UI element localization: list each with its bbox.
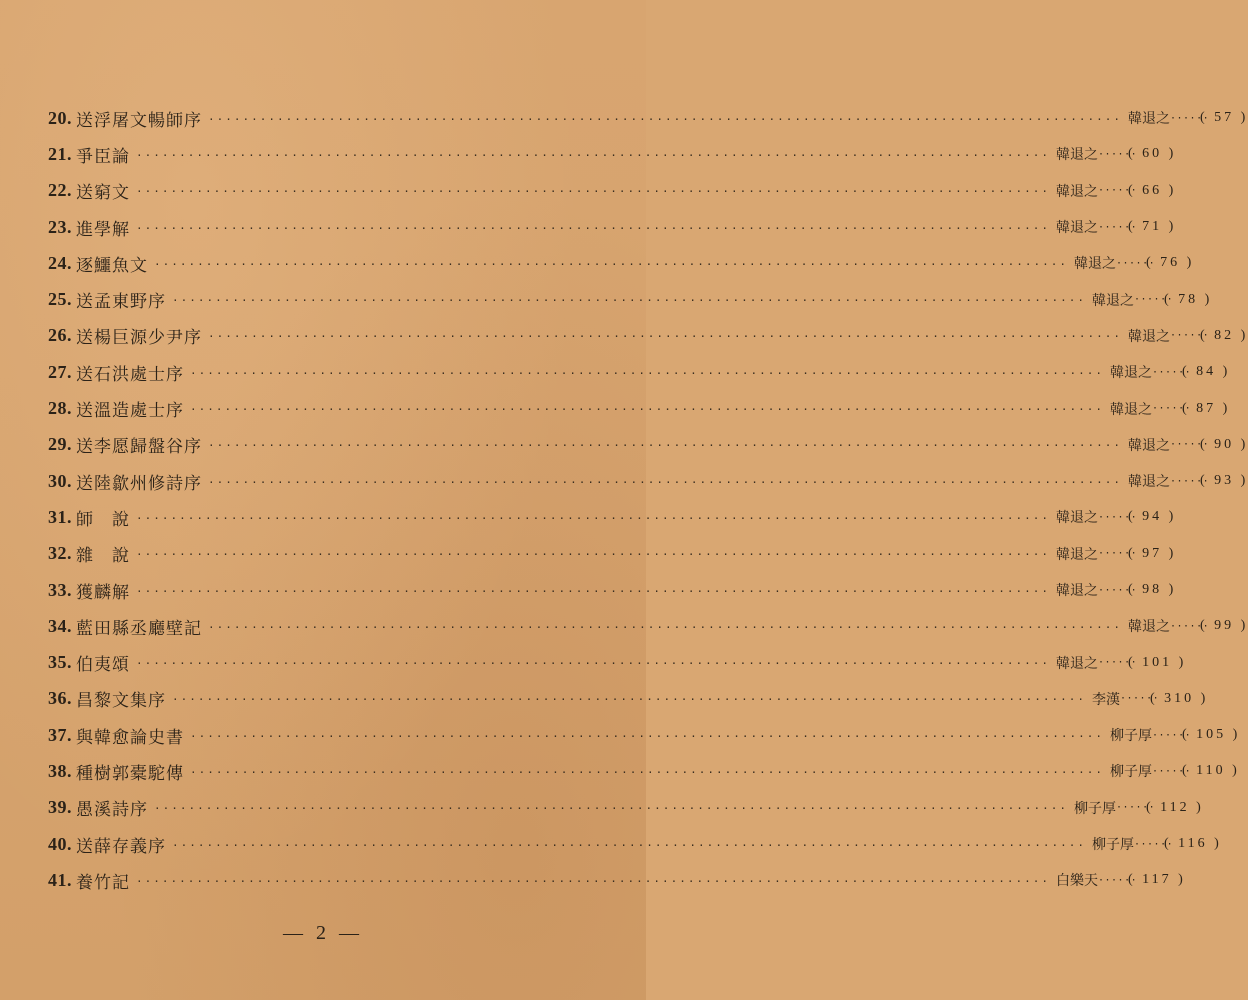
entry-author — [1068, 798, 1116, 818]
author-char: 之 — [1156, 474, 1170, 491]
toc-entry — [48, 536, 1177, 572]
entry-title: 送孟東野序 — [76, 292, 166, 313]
author-char: 韓 — [1056, 220, 1070, 237]
leader-dots — [154, 800, 1068, 815]
entry-number: 40. — [48, 833, 72, 854]
entry-title: 雜 說 — [76, 546, 130, 567]
entry-title: 進學解 — [76, 219, 130, 240]
author-char: 退 — [1070, 655, 1084, 672]
entry-author — [1104, 362, 1152, 382]
author-char: 韓 — [1056, 510, 1070, 527]
entry-page-ref: ( 76 ) — [1146, 255, 1195, 271]
entry-title: 送陸歙州修詩序 — [76, 473, 202, 494]
toc-entry — [48, 100, 1248, 136]
author-char: 韓 — [1056, 183, 1070, 200]
author-char: 之 — [1138, 401, 1152, 418]
toc-entry — [48, 644, 1187, 680]
entry-page-ref: ( 101 ) — [1128, 654, 1187, 670]
author-char: 退 — [1142, 111, 1156, 128]
entry-page-ref: ( 84 ) — [1182, 364, 1231, 380]
leader-dots-short: ······ — [1098, 148, 1138, 160]
leader-dots-short: ······ — [1098, 185, 1138, 197]
author-char: 之 — [1084, 183, 1098, 200]
entry-number: 29. — [48, 434, 72, 455]
entry-page-ref: ( 112 ) — [1146, 799, 1204, 815]
entry-number: 22. — [48, 180, 72, 201]
leader-dots — [208, 437, 1122, 452]
toc-entry — [48, 463, 1248, 499]
toc-entry — [48, 427, 1248, 463]
author-char: 退 — [1106, 292, 1120, 309]
author-char: 韓 — [1128, 474, 1142, 491]
toc-entry — [48, 209, 1177, 245]
entry-number: 39. — [48, 797, 72, 818]
leader-dots-short: ······ — [1134, 838, 1174, 850]
entry-page-ref: ( 117 ) — [1128, 872, 1186, 888]
author-char: 退 — [1070, 220, 1084, 237]
leader-dots — [136, 546, 1050, 561]
leader-dots — [136, 655, 1050, 670]
leader-dots — [190, 401, 1104, 416]
leader-dots — [208, 328, 1122, 343]
toc-entry — [48, 717, 1241, 753]
author-char: 之 — [1084, 583, 1098, 599]
entry-author — [1122, 435, 1170, 455]
author-char: 柳 — [1110, 764, 1124, 781]
entry-number: 20. — [48, 107, 72, 128]
leader-dots-short: ······ — [1152, 403, 1192, 415]
author-char: 退 — [1070, 546, 1084, 563]
leader-dots-short: ······ — [1170, 439, 1210, 451]
entry-title: 伯夷頌 — [76, 655, 130, 676]
entry-title: 獲麟解 — [76, 582, 130, 603]
entry-number: 34. — [48, 615, 72, 636]
toc-entry — [48, 608, 1248, 644]
entry-number: 25. — [48, 289, 72, 310]
author-char: 漢 — [1106, 691, 1120, 708]
author-char: 退 — [1142, 328, 1156, 345]
leader-dots-short: ······ — [1170, 330, 1210, 342]
entry-number: 38. — [48, 760, 72, 781]
author-char: 之 — [1156, 619, 1170, 636]
author-char: 之 — [1084, 147, 1098, 164]
leader-dots — [136, 510, 1050, 525]
author-char: 之 — [1156, 437, 1170, 454]
entry-number: 37. — [48, 724, 72, 745]
entry-author — [1122, 326, 1170, 346]
leader-dots — [172, 292, 1086, 307]
author-char: 柳 — [1074, 800, 1088, 817]
author-char: 之 — [1102, 256, 1116, 273]
leader-dots-short: ······ — [1098, 221, 1138, 233]
entry-page-ref: ( 78 ) — [1164, 291, 1213, 307]
entry-number: 35. — [48, 652, 72, 673]
toc-entry — [48, 173, 1177, 209]
entry-page-ref: ( 71 ) — [1128, 219, 1177, 235]
entry-title: 送李愿歸盤谷序 — [76, 437, 202, 458]
entry-number: 27. — [48, 361, 72, 382]
author-char: 退 — [1070, 183, 1084, 200]
author-char: 白 — [1056, 873, 1070, 890]
entry-author — [1050, 217, 1098, 237]
entry-page-ref: ( 105 ) — [1182, 727, 1241, 743]
author-char: 韓 — [1128, 111, 1142, 128]
toc-entry — [48, 281, 1213, 317]
author-char: 之 — [1156, 328, 1170, 345]
leader-dots — [136, 220, 1050, 235]
author-char: 樂 — [1070, 873, 1084, 890]
leader-dots-short: ······ — [1152, 729, 1192, 741]
author-char: 韓 — [1056, 147, 1070, 164]
entry-number: 21. — [48, 143, 72, 164]
entry-title: 師 說 — [76, 509, 130, 530]
author-char: 厚 — [1120, 837, 1134, 854]
entry-author — [1050, 870, 1098, 890]
toc-entry — [48, 499, 1177, 535]
author-char: 之 — [1084, 655, 1098, 672]
author-char: 之 — [1120, 292, 1134, 309]
entry-number: 32. — [48, 543, 72, 564]
entry-author — [1086, 689, 1120, 709]
entry-page-ref: ( 99 ) — [1200, 618, 1248, 634]
author-char: 韓 — [1056, 583, 1070, 599]
entry-number: 33. — [48, 579, 72, 600]
leader-dots-short: ······ — [1170, 475, 1210, 487]
author-char: 厚 — [1138, 728, 1152, 745]
leader-dots — [190, 764, 1104, 779]
entry-author — [1122, 471, 1170, 491]
author-char: 之 — [1084, 220, 1098, 237]
author-char: 韓 — [1074, 256, 1088, 273]
author-char: 退 — [1088, 256, 1102, 273]
leader-dots-short: ······ — [1134, 294, 1174, 306]
entry-page-ref: ( 66 ) — [1128, 182, 1177, 198]
entry-page-ref: ( 310 ) — [1150, 690, 1209, 706]
entry-author — [1050, 144, 1098, 164]
author-char: 厚 — [1102, 800, 1116, 817]
entry-page-ref: ( 90 ) — [1200, 436, 1248, 452]
entry-title: 養竹記 — [76, 872, 130, 893]
entry-number: 26. — [48, 325, 72, 346]
entry-number: 41. — [48, 869, 72, 890]
leader-dots — [208, 619, 1122, 634]
author-char: 退 — [1124, 401, 1138, 418]
table-of-contents — [48, 100, 1248, 899]
toc-entry — [48, 390, 1231, 426]
author-char: 天 — [1084, 873, 1098, 890]
author-char: 之 — [1084, 510, 1098, 527]
toc-entry — [48, 790, 1204, 826]
leader-dots-short: ······ — [1152, 765, 1192, 777]
author-char: 退 — [1142, 474, 1156, 491]
leader-dots — [190, 365, 1104, 380]
author-char: 之 — [1156, 111, 1170, 128]
toc-entry — [48, 136, 1177, 172]
entry-title: 愚溪詩序 — [76, 800, 148, 821]
author-char: 韓 — [1110, 401, 1124, 418]
entry-title: 送窮文 — [76, 183, 130, 204]
entry-title: 逐鱷魚文 — [76, 255, 148, 276]
entry-author — [1050, 181, 1098, 201]
leader-dots-short: ······ — [1098, 511, 1138, 523]
author-char: 退 — [1070, 147, 1084, 164]
leader-dots — [136, 873, 1050, 888]
entry-title: 藍田縣丞廳壁記 — [76, 618, 202, 639]
author-char: 退 — [1070, 583, 1084, 599]
toc-entry — [48, 318, 1248, 354]
entry-page-ref: ( 93 ) — [1200, 473, 1248, 489]
author-char: 之 — [1084, 546, 1098, 563]
entry-author — [1104, 725, 1152, 745]
toc-entry — [48, 826, 1222, 862]
leader-dots — [208, 111, 1122, 126]
entry-number: 24. — [48, 252, 72, 273]
entry-page-ref: ( 97 ) — [1128, 545, 1177, 561]
entry-author — [1122, 108, 1170, 128]
leader-dots — [208, 474, 1122, 489]
entry-page-ref: ( 98 ) — [1128, 582, 1177, 597]
author-char: 子 — [1124, 728, 1138, 745]
entry-title: 與韓愈論史書 — [76, 727, 184, 748]
toc-entry — [48, 572, 1177, 608]
entry-title: 送石洪處士序 — [76, 364, 184, 385]
author-char: 退 — [1142, 619, 1156, 636]
author-char: 退 — [1070, 510, 1084, 527]
leader-dots-short: ······ — [1120, 693, 1160, 705]
leader-dots — [172, 837, 1086, 852]
entry-author — [1086, 290, 1134, 310]
author-char: 柳 — [1110, 728, 1124, 745]
entry-number: 31. — [48, 506, 72, 527]
leader-dots-short: ······ — [1098, 584, 1138, 596]
leader-dots-short: ······ — [1170, 112, 1210, 124]
author-char: 子 — [1106, 837, 1120, 854]
entry-author — [1050, 507, 1098, 527]
entry-page-ref: ( 87 ) — [1182, 400, 1231, 416]
author-char: 韓 — [1128, 328, 1142, 345]
author-char: 韓 — [1056, 546, 1070, 563]
leader-dots-short: ······ — [1098, 657, 1138, 669]
entry-author — [1068, 253, 1116, 273]
author-char: 厚 — [1138, 764, 1152, 781]
toc-entry — [48, 245, 1195, 281]
entry-page-ref: ( 116 ) — [1164, 836, 1222, 852]
entry-number: 28. — [48, 398, 72, 419]
entry-author — [1050, 580, 1098, 600]
entry-author — [1104, 399, 1152, 419]
entry-title: 種樹郭橐駝傳 — [76, 763, 184, 784]
entry-author — [1050, 544, 1098, 564]
author-char: 退 — [1124, 365, 1138, 382]
entry-author — [1050, 653, 1098, 673]
author-char: 韓 — [1092, 292, 1106, 309]
leader-dots — [136, 183, 1050, 198]
leader-dots — [172, 691, 1086, 706]
entry-title: 送薛存義序 — [76, 836, 166, 857]
entry-author — [1122, 616, 1170, 636]
leader-dots-short: ······ — [1098, 548, 1138, 560]
author-char: 李 — [1092, 691, 1106, 708]
leader-dots-short: ······ — [1116, 257, 1156, 269]
author-char: 之 — [1138, 365, 1152, 382]
author-char: 子 — [1088, 800, 1102, 817]
toc-entry — [48, 753, 1240, 789]
entry-title: 送溫造處士序 — [76, 401, 184, 422]
author-char: 柳 — [1092, 837, 1106, 854]
entry-page-ref: ( 60 ) — [1128, 146, 1177, 162]
entry-number: 23. — [48, 216, 72, 237]
toc-entry — [48, 862, 1186, 898]
leader-dots — [136, 583, 1050, 598]
author-char: 韓 — [1128, 437, 1142, 454]
entry-number: 30. — [48, 470, 72, 491]
entry-title: 送楊巨源少尹序 — [76, 328, 202, 349]
entry-page-ref: ( 94 ) — [1128, 509, 1177, 525]
author-char: 韓 — [1110, 365, 1124, 382]
entry-author — [1086, 834, 1134, 854]
author-char: 子 — [1124, 764, 1138, 781]
entry-title: 爭臣論 — [76, 146, 130, 167]
leader-dots-short: ······ — [1116, 802, 1156, 814]
toc-entry — [48, 681, 1209, 717]
leader-dots — [136, 147, 1050, 162]
leader-dots — [190, 728, 1104, 743]
author-char: 韓 — [1056, 655, 1070, 672]
author-char: 韓 — [1128, 619, 1142, 636]
entry-title: 送浮屠文暢師序 — [76, 110, 202, 131]
entry-page-ref: ( 110 ) — [1182, 763, 1240, 779]
toc-entry — [48, 354, 1231, 390]
leader-dots-short: ······ — [1152, 366, 1192, 378]
leader-dots-short: ······ — [1170, 620, 1210, 632]
leader-dots-short: ······ — [1098, 874, 1138, 886]
entry-author — [1104, 761, 1152, 781]
author-char: 退 — [1142, 437, 1156, 454]
entry-page-ref: ( 57 ) — [1200, 110, 1248, 126]
page-number: — 2 — — [283, 922, 363, 944]
entry-page-ref: ( 82 ) — [1200, 327, 1248, 343]
entry-number: 36. — [48, 688, 72, 709]
leader-dots — [154, 256, 1068, 271]
entry-title: 昌黎文集序 — [76, 691, 166, 712]
